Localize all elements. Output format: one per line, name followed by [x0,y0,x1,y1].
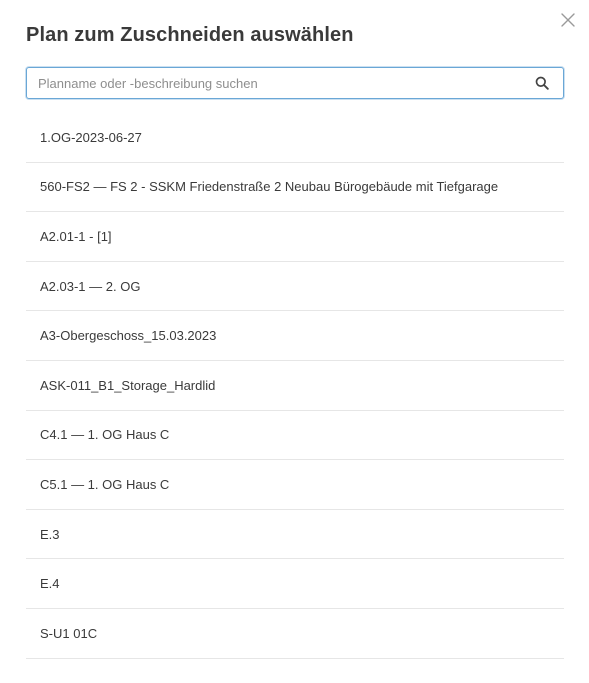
list-item[interactable]: 1.OG-2023-06-27 [26,113,564,163]
close-button[interactable] [559,11,577,29]
list-item[interactable]: C5.1 — 1. OG Haus C [26,460,564,510]
list-item[interactable]: S-U1 01C [26,609,564,659]
search-icon[interactable] [535,76,549,90]
list-item[interactable]: E.3 [26,510,564,560]
list-item[interactable]: E.4 [26,559,564,609]
dialog-title: Plan zum Zuschneiden auswählen [26,24,354,46]
list-item[interactable]: 560-FS2 — FS 2 - SSKM Friedenstraße 2 Neubau Bürogebäude mit Tiefgarage [26,163,564,213]
list-item[interactable]: A3-Obergeschoss_15.03.2023 [26,311,564,361]
search-input[interactable] [27,68,563,98]
list-item[interactable]: A2.03-1 — 2. OG [26,262,564,312]
list-item[interactable]: C4.1 — 1. OG Haus C [26,411,564,461]
list-item[interactable]: A2.01-1 - [1] [26,212,564,262]
close-icon [559,11,577,29]
plan-list [26,113,564,659]
search-field [26,67,564,99]
list-item[interactable]: ASK-011_B1_Storage_Hardlid [26,361,564,411]
